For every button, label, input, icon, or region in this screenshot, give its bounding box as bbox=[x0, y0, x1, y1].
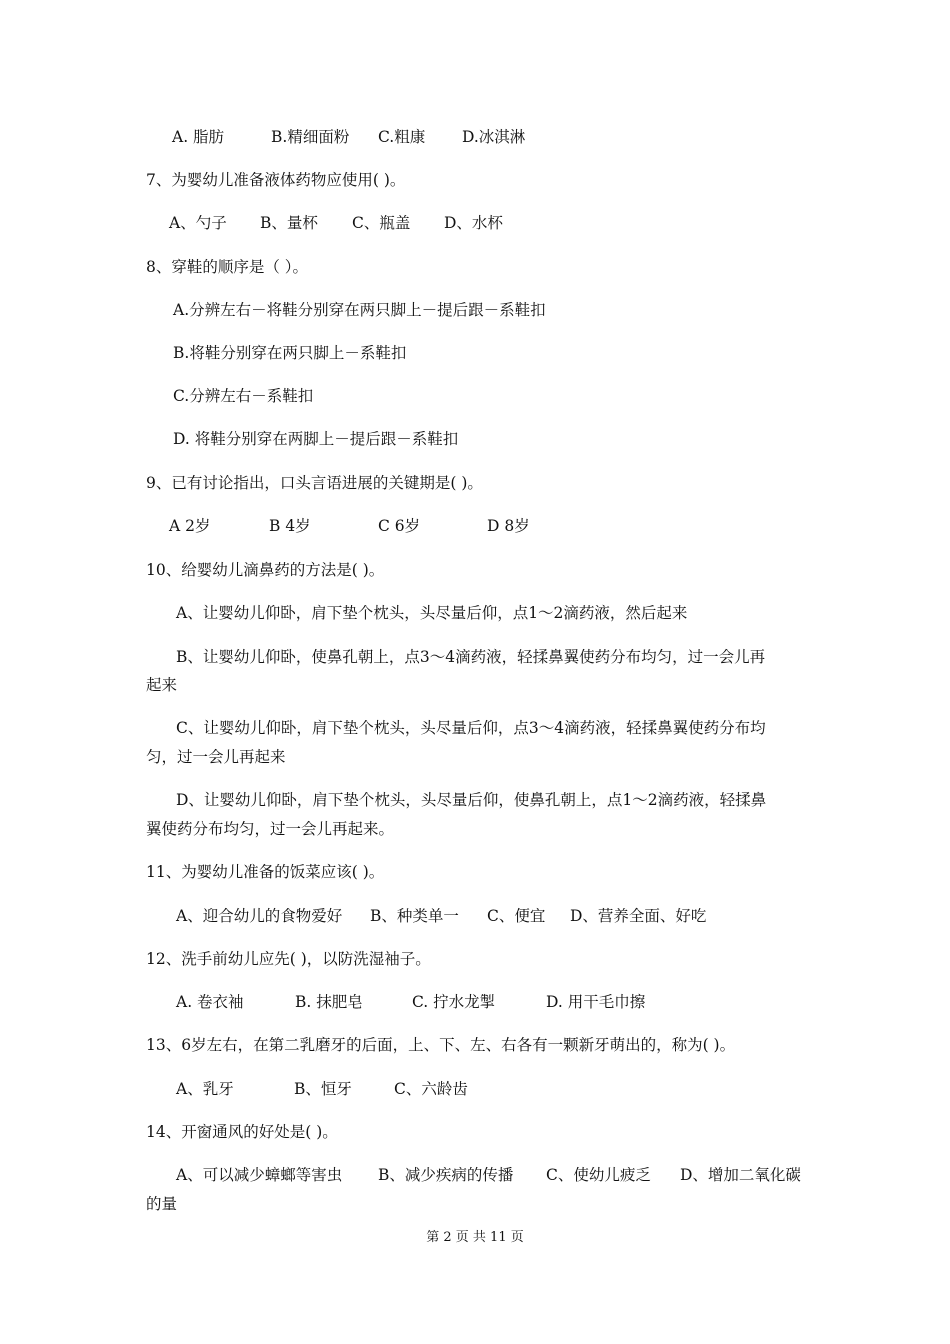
q9-option-a: A 2岁 bbox=[169, 517, 211, 535]
q9-option-c: C 6岁 bbox=[378, 517, 421, 535]
q11-option-a: A、迎合幼儿的食物爱好 bbox=[176, 907, 343, 925]
q6-option-b: B.精细面粉 bbox=[271, 128, 350, 146]
q11-option-d: D、营养全面、好吃 bbox=[570, 907, 707, 925]
q12-option-c: C. 拧水龙掣 bbox=[412, 993, 496, 1011]
q6-option-d: D.冰淇淋 bbox=[462, 128, 526, 146]
q11-option-c: C、便宜 bbox=[487, 907, 546, 925]
q7-option-a: A、勺子 bbox=[169, 214, 227, 232]
q10-option-d-line1: D、让婴幼儿仰卧，肩下垫个枕头，头尽量后仰，使鼻孔朝上，点1～2滴药液，轻揉鼻 bbox=[176, 791, 767, 809]
q11-options bbox=[0, 906, 950, 926]
q6-option-a: A. 脂肪 bbox=[172, 128, 225, 146]
q13-option-b: B、恒牙 bbox=[294, 1080, 352, 1098]
q8-option-b: B.将鞋分别穿在两只脚上－系鞋扣 bbox=[173, 344, 407, 362]
q14-option-c: C、使幼儿疲乏 bbox=[546, 1166, 651, 1184]
q12-option-b: B. 抹肥皂 bbox=[295, 993, 363, 1011]
q9-options bbox=[0, 516, 950, 536]
q13-stem: 13、6岁左右，在第二乳磨牙的后面，上、下、左、右各有一颗新牙萌出的，称为( )。 bbox=[146, 1036, 736, 1054]
q9-option-b: B 4岁 bbox=[269, 517, 311, 535]
q13-option-c: C、六龄齿 bbox=[394, 1080, 468, 1098]
q7-option-d: D、水杯 bbox=[444, 214, 503, 232]
q6-option-c: C.粗康 bbox=[378, 128, 426, 146]
q10-stem: 10、给婴幼儿滴鼻药的方法是( )。 bbox=[146, 561, 385, 579]
q12-options bbox=[0, 992, 950, 1012]
q10-option-c-line1: C、让婴幼儿仰卧，肩下垫个枕头，头尽量后仰，点3～4滴药液，轻揉鼻翼使药分布均 bbox=[176, 719, 766, 737]
q13-options bbox=[0, 1079, 950, 1099]
q9-stem: 9、已有讨论指出，口头言语进展的关键期是( )。 bbox=[146, 474, 483, 492]
q6-options bbox=[0, 127, 950, 147]
q11-option-b: B、种类单一 bbox=[370, 907, 459, 925]
page-footer: 第 2 页 共 11 页 bbox=[426, 1230, 524, 1245]
q8-option-a: A.分辨左右－将鞋分别穿在两只脚上－提后跟－系鞋扣 bbox=[173, 301, 546, 319]
q9-option-d: D 8岁 bbox=[487, 517, 530, 535]
q8-option-c: C.分辨左右－系鞋扣 bbox=[173, 387, 314, 405]
q7-option-b: B、量杯 bbox=[260, 214, 318, 232]
q14-option-d: D、增加二氧化碳 bbox=[680, 1166, 801, 1184]
q8-option-d: D. 将鞋分别穿在两脚上－提后跟－系鞋扣 bbox=[173, 430, 459, 448]
q7-option-c: C、瓶盖 bbox=[352, 214, 411, 232]
q14-continuation: 的量 bbox=[146, 1195, 178, 1213]
q14-option-b: B、减少疾病的传播 bbox=[378, 1166, 514, 1184]
q10-option-a: A、让婴幼儿仰卧，肩下垫个枕头，头尽量后仰，点1～2滴药液，然后起来 bbox=[176, 604, 688, 622]
q13-option-a: A、乳牙 bbox=[176, 1080, 234, 1098]
q8-stem: 8、穿鞋的顺序是（ ）。 bbox=[146, 258, 309, 276]
q10-option-b-line2: 起来 bbox=[146, 676, 178, 694]
q12-stem: 12、洗手前幼儿应先( )，以防洗湿袖子。 bbox=[146, 950, 431, 968]
q10-option-b-line1: B、让婴幼儿仰卧，使鼻孔朝上，点3～4滴药液，轻揉鼻翼使药分布均匀，过一会儿再 bbox=[176, 648, 766, 666]
q12-option-d: D. 用干毛巾擦 bbox=[546, 993, 646, 1011]
q7-stem: 7、为婴幼儿准备液体药物应使用( )。 bbox=[146, 171, 406, 189]
q14-option-a: A、可以减少蟑螂等害虫 bbox=[176, 1166, 343, 1184]
q10-option-d-line2: 翼使药分布均匀，过一会儿再起来。 bbox=[146, 820, 395, 838]
q10-option-c-line2: 匀，过一会儿再起来 bbox=[146, 748, 286, 766]
q14-stem: 14、开窗通风的好处是( )。 bbox=[146, 1123, 338, 1141]
q14-options bbox=[0, 1165, 950, 1185]
q12-option-a: A. 卷衣袖 bbox=[176, 993, 244, 1011]
q7-options bbox=[0, 213, 950, 233]
q11-stem: 11、为婴幼儿准备的饭菜应该( )。 bbox=[146, 863, 385, 881]
